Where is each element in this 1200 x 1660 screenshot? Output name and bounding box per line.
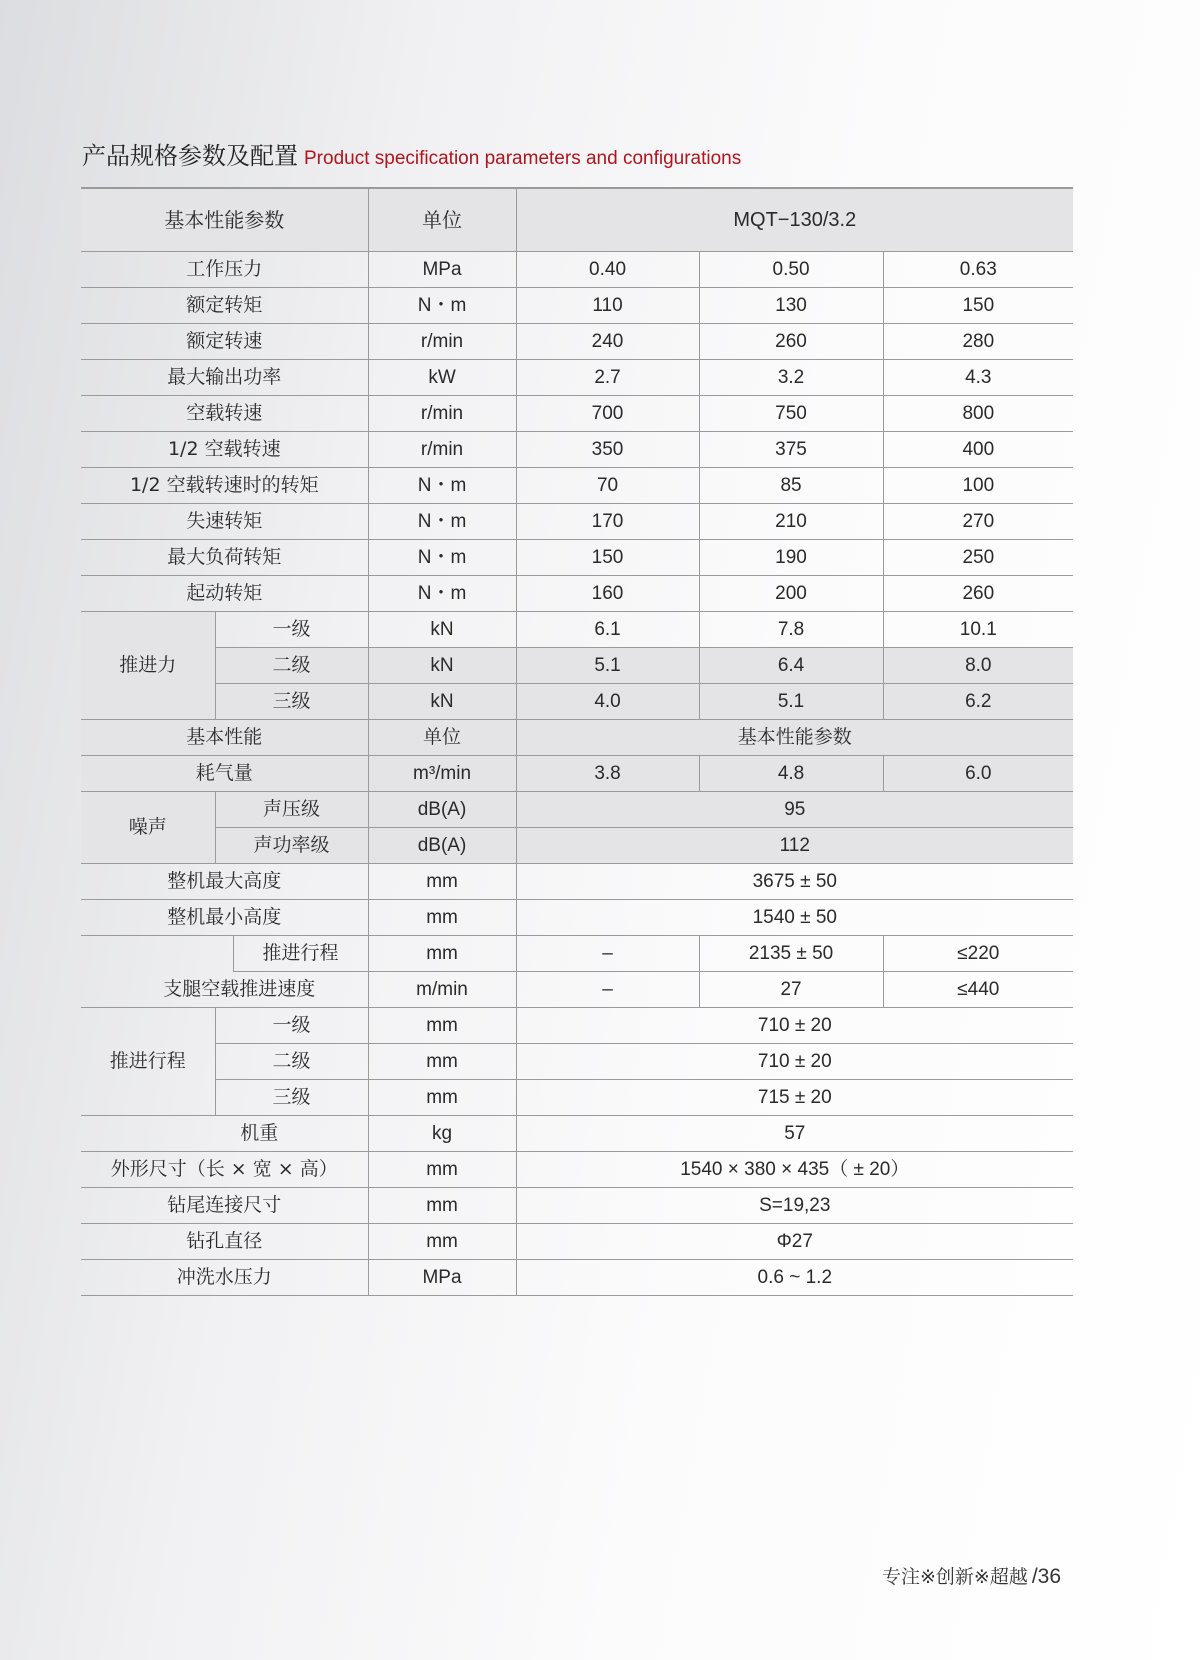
- table-row: [81, 648, 1073, 684]
- row-label: 钻尾连接尺寸: [81, 1188, 368, 1224]
- value-cell: 375: [699, 432, 883, 468]
- table-row: [81, 684, 1073, 720]
- row-label: 额定转矩: [81, 288, 368, 324]
- table-row: [81, 900, 1073, 936]
- value-cell: 基本性能参数: [516, 720, 1073, 756]
- row-unit: kN: [368, 648, 516, 684]
- table-row: [81, 252, 1073, 288]
- value-cell: 7.8: [699, 612, 883, 648]
- table-row: [81, 1080, 1073, 1116]
- sub-label: 一级: [215, 612, 368, 648]
- row-unit: mm: [368, 900, 516, 936]
- row-unit: kN: [368, 684, 516, 720]
- value-cell: 57: [516, 1116, 1073, 1152]
- sub-label: 声功率级: [215, 828, 368, 864]
- group-label-thrust: 推进力: [81, 612, 215, 720]
- row-unit: r/min: [368, 432, 516, 468]
- row-label: 整机最大高度: [81, 864, 368, 900]
- row-label: 最大负荷转矩: [81, 540, 368, 576]
- table-row: [81, 1044, 1073, 1080]
- value-cell: 170: [516, 504, 699, 540]
- value-cell: ≤440: [883, 972, 1073, 1008]
- table-row: [81, 396, 1073, 432]
- row-unit: N・m: [368, 288, 516, 324]
- value-cell: 10.1: [883, 612, 1073, 648]
- row-unit: N・m: [368, 576, 516, 612]
- header-model: MQT−130/3.2: [516, 188, 1073, 252]
- value-cell: 190: [699, 540, 883, 576]
- table-row: [81, 1188, 1073, 1224]
- group-label-noise: 噪声: [81, 792, 215, 864]
- row-unit: N・m: [368, 504, 516, 540]
- value-cell: 2135 ± 50: [699, 936, 883, 972]
- row-label: 耗气量: [81, 756, 368, 792]
- table-row: [81, 468, 1073, 504]
- value-cell: 27: [699, 972, 883, 1008]
- row-unit: mm: [368, 1224, 516, 1260]
- row-label: 空载转速: [81, 396, 368, 432]
- value-cell: 6.1: [516, 612, 699, 648]
- value-cell: 1540 × 380 × 435（ ± 20）: [516, 1152, 1073, 1188]
- row-unit: kN: [368, 612, 516, 648]
- row-label: 基本性能: [81, 720, 368, 756]
- row-unit: kg: [368, 1116, 516, 1152]
- row-unit: mm: [368, 936, 516, 972]
- sub-label: 三级: [215, 684, 368, 720]
- title-chinese: 产品规格参数及配置: [82, 142, 298, 170]
- spec-table: [81, 187, 1073, 1296]
- sub-label: 二级: [215, 1044, 368, 1080]
- value-cell: –: [516, 972, 699, 1008]
- row-unit: r/min: [368, 396, 516, 432]
- value-cell: 4.0: [516, 684, 699, 720]
- table-row: [81, 1260, 1073, 1296]
- value-cell: 6.0: [883, 756, 1073, 792]
- leg-group-spacer: [81, 936, 233, 972]
- row-unit: 单位: [368, 720, 516, 756]
- title-english: Product specification parameters and configurations: [304, 148, 742, 169]
- value-cell: 85: [699, 468, 883, 504]
- value-cell: 240: [516, 324, 699, 360]
- value-cell: 350: [516, 432, 699, 468]
- sub-label: 推进行程: [233, 936, 368, 972]
- value-cell: 715 ± 20: [516, 1080, 1073, 1116]
- value-cell: 210: [699, 504, 883, 540]
- value-cell: 700: [516, 396, 699, 432]
- group-label-stroke: 推进行程: [81, 1008, 215, 1116]
- value-cell: 0.40: [516, 252, 699, 288]
- value-cell: 5.1: [699, 684, 883, 720]
- value-cell: 95: [516, 792, 1073, 828]
- table-row: [81, 828, 1073, 864]
- table-row: [81, 792, 1073, 828]
- sub-label: 二级: [215, 648, 368, 684]
- row-label: 最大输出功率: [81, 360, 368, 396]
- row-unit: MPa: [368, 252, 516, 288]
- value-cell: 260: [699, 324, 883, 360]
- value-cell: 710 ± 20: [516, 1044, 1073, 1080]
- table-row: [81, 612, 1073, 648]
- value-cell: 0.50: [699, 252, 883, 288]
- sub-label: 声压级: [215, 792, 368, 828]
- table-row: [81, 360, 1073, 396]
- page-number: /36: [1031, 1565, 1062, 1588]
- row-unit: m/min: [368, 972, 516, 1008]
- row-label: 冲洗水压力: [81, 1260, 368, 1296]
- row-label: 机重: [81, 1116, 368, 1152]
- value-cell: 100: [883, 468, 1073, 504]
- value-cell: 750: [699, 396, 883, 432]
- row-unit: N・m: [368, 540, 516, 576]
- value-cell: 110: [516, 288, 699, 324]
- row-label: 钻孔直径: [81, 1224, 368, 1260]
- header-unit: 单位: [368, 188, 516, 252]
- value-cell: 4.8: [699, 756, 883, 792]
- value-cell: ≤220: [883, 936, 1073, 972]
- table-header-row: [81, 188, 1073, 252]
- row-unit: r/min: [368, 324, 516, 360]
- row-unit: N・m: [368, 468, 516, 504]
- footer-slogan: 专注※创新※超越: [882, 1566, 1028, 1588]
- row-unit: mm: [368, 864, 516, 900]
- header-param: 基本性能参数: [81, 188, 368, 252]
- row-unit: mm: [368, 1044, 516, 1080]
- value-cell: S=19,23: [516, 1188, 1073, 1224]
- table-row: [81, 756, 1073, 792]
- page-title: [82, 136, 741, 171]
- row-unit: mm: [368, 1152, 516, 1188]
- value-cell: 150: [516, 540, 699, 576]
- value-cell: 3.8: [516, 756, 699, 792]
- value-cell: 280: [883, 324, 1073, 360]
- table-row: [81, 1224, 1073, 1260]
- value-cell: Φ27: [516, 1224, 1073, 1260]
- value-cell: 70: [516, 468, 699, 504]
- table-row: [81, 1152, 1073, 1188]
- value-cell: 3675 ± 50: [516, 864, 1073, 900]
- value-cell: 4.3: [883, 360, 1073, 396]
- value-cell: 6.4: [699, 648, 883, 684]
- table-row: [81, 288, 1073, 324]
- row-label: 1/2 空载转速时的转矩: [81, 468, 368, 504]
- row-label: 额定转速: [81, 324, 368, 360]
- value-cell: 0.63: [883, 252, 1073, 288]
- table-row: [81, 864, 1073, 900]
- row-unit: dB(A): [368, 828, 516, 864]
- value-cell: –: [516, 936, 699, 972]
- row-unit: mm: [368, 1080, 516, 1116]
- sub-label: 一级: [215, 1008, 368, 1044]
- value-cell: 400: [883, 432, 1073, 468]
- table-row: [81, 576, 1073, 612]
- value-cell: 800: [883, 396, 1073, 432]
- sub-label: 三级: [215, 1080, 368, 1116]
- value-cell: 710 ± 20: [516, 1008, 1073, 1044]
- row-label: 起动转矩: [81, 576, 368, 612]
- value-cell: 130: [699, 288, 883, 324]
- value-cell: 200: [699, 576, 883, 612]
- value-cell: 2.7: [516, 360, 699, 396]
- row-label: 失速转矩: [81, 504, 368, 540]
- row-unit: MPa: [368, 1260, 516, 1296]
- row-label: 整机最小高度: [81, 900, 368, 936]
- value-cell: 6.2: [883, 684, 1073, 720]
- value-cell: 0.6 ~ 1.2: [516, 1260, 1073, 1296]
- table-row: [81, 432, 1073, 468]
- value-cell: 3.2: [699, 360, 883, 396]
- table-row: [81, 1008, 1073, 1044]
- row-unit: dB(A): [368, 792, 516, 828]
- table-row: [81, 504, 1073, 540]
- table-row: [81, 972, 1073, 1008]
- table-row: [81, 324, 1073, 360]
- row-unit: m³/min: [368, 756, 516, 792]
- row-label: 支腿空载推进速度: [81, 972, 368, 1008]
- row-label: 1/2 空载转速: [81, 432, 368, 468]
- value-cell: 112: [516, 828, 1073, 864]
- row-label: 工作压力: [81, 252, 368, 288]
- table-row: [81, 936, 1073, 972]
- table-row: [81, 720, 1073, 756]
- value-cell: 250: [883, 540, 1073, 576]
- table-row: [81, 540, 1073, 576]
- value-cell: 260: [883, 576, 1073, 612]
- table-row: [81, 1116, 1073, 1152]
- row-unit: kW: [368, 360, 516, 396]
- row-unit: mm: [368, 1008, 516, 1044]
- value-cell: 8.0: [883, 648, 1073, 684]
- row-label: 外形尺寸（长 × 宽 × 高）: [81, 1152, 368, 1188]
- value-cell: 150: [883, 288, 1073, 324]
- value-cell: 5.1: [516, 648, 699, 684]
- value-cell: 160: [516, 576, 699, 612]
- row-unit: mm: [368, 1188, 516, 1224]
- page-footer: [882, 1562, 1061, 1589]
- value-cell: 1540 ± 50: [516, 900, 1073, 936]
- value-cell: 270: [883, 504, 1073, 540]
